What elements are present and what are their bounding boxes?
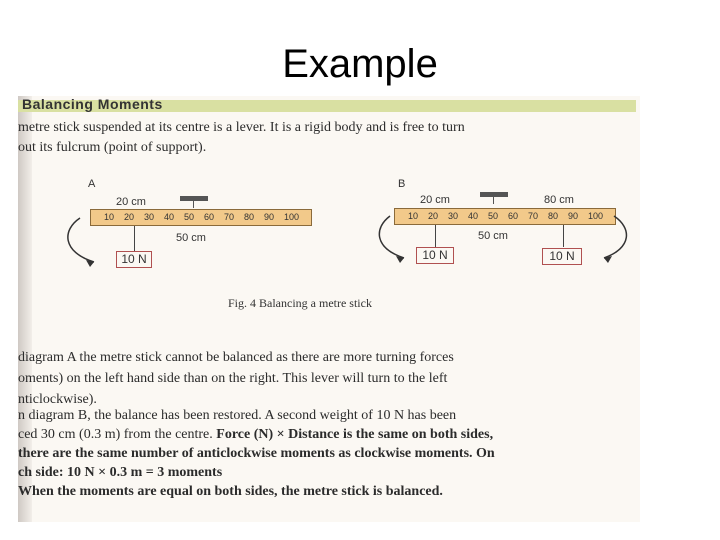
intro-line-2: out its fulcrum (point of support).: [18, 140, 207, 155]
paragraph-line: ced 30 cm (0.3 m) from the centre. Force (N) × Distance is the same on both sides,: [18, 427, 494, 442]
stick-tick: 70: [224, 212, 235, 222]
stick-tick: 60: [204, 212, 215, 222]
intro-line-1: metre stick suspended at its centre is a lever. It is a rigid body and is free to turn: [18, 120, 465, 135]
diagram-a-label: A: [88, 178, 96, 190]
stick-tick: 40: [468, 211, 479, 221]
diagram-a-anticlockwise-arrow-icon: [58, 214, 108, 270]
paragraph-line: nticlockwise).: [18, 392, 97, 407]
stick-tick: 70: [528, 211, 539, 221]
diagram-a-metre-stick: [90, 209, 312, 226]
diagram-b-label: B: [398, 178, 406, 190]
scanned-textbook-page: [18, 96, 640, 522]
stick-tick: 60: [508, 211, 519, 221]
diagram-b-left-distance: 20 cm: [420, 194, 450, 206]
diagram-b-right-distance: 80 cm: [544, 194, 574, 206]
stick-tick: 30: [144, 212, 155, 222]
diagram-b-left-weight: 10 N: [416, 247, 454, 264]
paragraph-line: ch side: 10 N × 0.3 m = 3 moments: [18, 465, 223, 480]
stick-tick: 20: [428, 211, 439, 221]
stick-tick: 30: [448, 211, 459, 221]
diagram-b-pivot: [480, 192, 508, 197]
diagram-a-pivot-line: [193, 200, 194, 208]
stick-tick: 100: [284, 212, 300, 222]
diagram-a-pivot: [180, 196, 208, 201]
stick-tick: 50: [184, 212, 195, 222]
diagram-b-anticlockwise-arrow-icon: [370, 211, 419, 266]
diagram-b-pivot-line: [493, 196, 494, 204]
stick-tick: 80: [244, 212, 255, 222]
paragraph-line: diagram A the metre stick cannot be balanced as there are more turning forces: [18, 350, 454, 365]
paragraph-line: there are the same number of anticlockwise moments as clockwise moments. On: [18, 446, 495, 461]
stick-tick: 50: [488, 211, 499, 221]
paragraph-line: oments) on the left hand side than on the right. This lever will turn to the left: [18, 371, 448, 386]
stick-tick: 90: [568, 211, 579, 221]
section-heading: Balancing Moments: [22, 96, 163, 112]
diagram-b-clockwise-arrow-icon: [592, 212, 636, 266]
stick-tick: 10: [408, 211, 419, 221]
diagram-a-center-distance: 50 cm: [176, 232, 206, 244]
diagram-b-left-hanger: [435, 225, 436, 247]
diagram-b-right-weight: 10 N: [542, 248, 582, 265]
stick-tick: 90: [264, 212, 275, 222]
paragraph-line: n diagram B, the balance has been restored. A second weight of 10 N has been: [18, 408, 457, 423]
diagram-a-left-distance: 20 cm: [116, 196, 146, 208]
diagram-a-left-hanger: [134, 226, 135, 251]
stick-tick: 10: [104, 212, 115, 222]
slide-title: Example: [282, 42, 438, 86]
stick-tick: 40: [164, 212, 175, 222]
stick-tick: 20: [124, 212, 135, 222]
figure-caption: Fig. 4 Balancing a metre stick: [228, 296, 372, 310]
diagram-b-right-hanger: [563, 225, 564, 247]
stick-tick: 80: [548, 211, 559, 221]
stick-tick: 100: [588, 211, 604, 221]
diagram-b-center-distance: 50 cm: [478, 230, 508, 242]
paragraph-line: When the moments are equal on both sides, the metre stick is balanced.: [18, 484, 443, 499]
diagram-b-metre-stick: [394, 208, 616, 225]
diagram-a-left-weight: 10 N: [116, 251, 152, 268]
